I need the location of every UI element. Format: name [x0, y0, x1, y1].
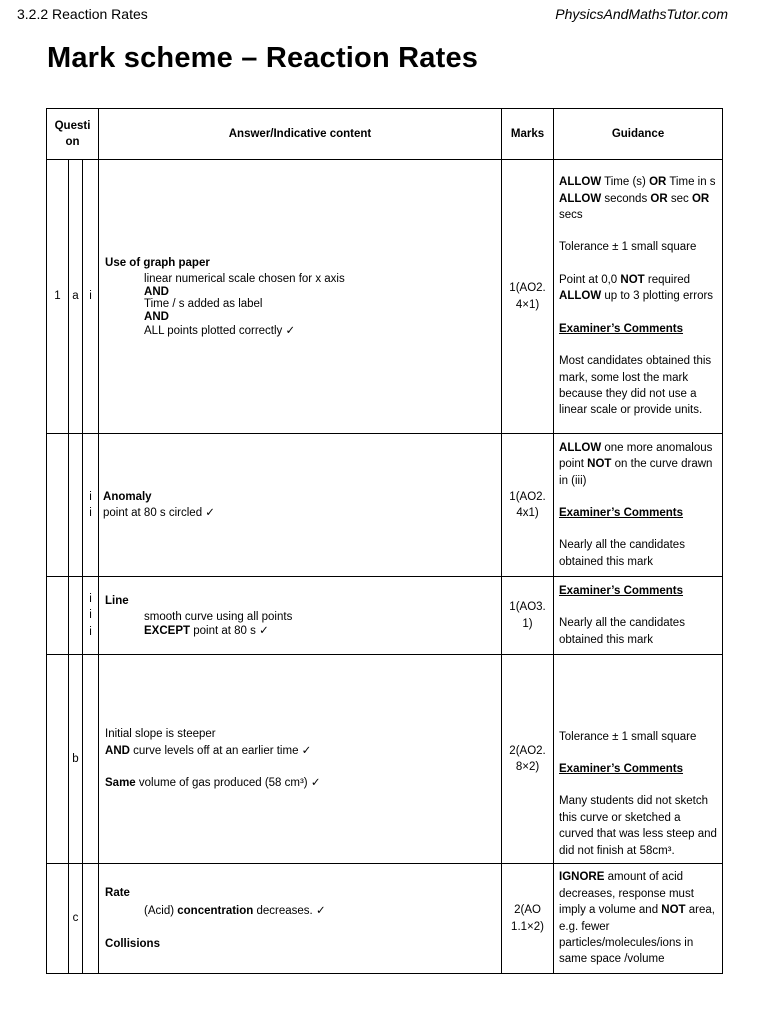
marks-cell: 2(AO 1.1×2) — [502, 864, 554, 974]
examiner-comments-heading: Examiner’s Comments — [559, 584, 684, 597]
answer-line: smooth curve using all points — [144, 611, 293, 624]
answer-heading: Anomaly — [103, 490, 152, 503]
header-section-label: 3.2.2 Reaction Rates — [17, 6, 148, 22]
answer-cell — [99, 434, 502, 577]
answer-and: AND — [144, 285, 169, 298]
marks-cell: 1(AO2. 4×1) — [502, 160, 554, 434]
table-header-row — [47, 109, 723, 160]
question-part: c — [69, 864, 83, 974]
answer-line: Same volume of gas produced (58 cm³) ✓ — [105, 777, 321, 790]
examiner-comment: Nearly all the candidates obtained this mark — [559, 617, 685, 646]
guidance-line: IGNORE amount of acid decreases, response must imply a volume and NOT area, e.g. fewer particles/molecules/ions in same space /volume — [559, 871, 715, 966]
question-subpart: i i i — [83, 577, 99, 655]
table-row-1c — [47, 864, 723, 974]
question-part: a — [69, 160, 83, 434]
guidance-cell — [554, 577, 723, 655]
marks-cell: 2(AO2. 8×2) — [502, 655, 554, 864]
marks-cell: 1(AO3. 1) — [502, 577, 554, 655]
guidance-cell — [554, 160, 723, 434]
table-row-1ai — [47, 160, 723, 434]
marks-cell: 1(AO2. 4x1) — [502, 434, 554, 577]
table-row-1b — [47, 655, 723, 864]
header-site-name: PhysicsAndMathsTutor.com — [555, 6, 728, 22]
answer-line: AND curve levels off at an earlier time ✓ — [105, 744, 312, 757]
guidance-line: ALLOW one more anomalous point NOT on the curve drawn in (iii) — [559, 441, 713, 487]
answer-and: AND — [144, 310, 169, 323]
answer-heading: Line — [105, 594, 129, 607]
answer-heading: Rate — [105, 886, 130, 899]
answer-line: ALL points plotted correctly ✓ — [144, 324, 296, 337]
answer-cell — [99, 655, 502, 864]
examiner-comments-heading: Examiner’s Comments — [559, 507, 684, 519]
guidance-line: ALLOW seconds OR sec OR secs — [559, 192, 710, 222]
examiner-comment: Many students did not sketch this curve or sketched a curved that was less steep and did not finish at 58cm³. — [559, 795, 717, 857]
guidance-line: Point at 0,0 NOT required — [559, 273, 691, 286]
examiner-comment: Nearly all the candidates obtained this mark — [559, 539, 685, 568]
guidance-line: Tolerance ± 1 small square — [559, 730, 697, 743]
answer-cell — [99, 864, 502, 974]
examiner-comments-heading: Examiner’s Comments — [559, 762, 684, 775]
page-title: Mark scheme – Reaction Rates — [47, 42, 479, 74]
header-marks: Marks — [502, 109, 554, 160]
answer-line: Initial slope is steeper — [105, 728, 216, 741]
question-part: b — [69, 655, 83, 864]
answer-cell — [99, 160, 502, 434]
guidance-line: Tolerance ± 1 small square — [559, 241, 697, 254]
answer-heading: Use of graph paper — [105, 257, 210, 270]
examiner-comment: Most candidates obtained this mark, some lost the mark because they did not use a linear scale or provide units. — [559, 355, 712, 417]
answer-line: Time / s added as label — [144, 298, 263, 311]
question-subpart: i i — [83, 434, 99, 577]
guidance-line: ALLOW Time (s) OR Time in s — [559, 176, 716, 189]
guidance-cell — [554, 655, 723, 864]
header-answer: Answer/Indicative content — [99, 109, 502, 160]
answer-cell — [99, 577, 502, 655]
mark-scheme-table — [46, 108, 723, 974]
guidance-cell — [554, 434, 723, 577]
answer-line: (Acid) concentration decreases. ✓ — [144, 905, 326, 918]
answer-line: point at 80 s circled ✓ — [103, 507, 215, 519]
question-number: 1 — [47, 160, 69, 434]
table-row-1aii — [47, 434, 723, 577]
guidance-line: ALLOW up to 3 plotting errors — [559, 290, 714, 303]
table-row-1aiii — [47, 577, 723, 655]
answer-heading: Collisions — [105, 937, 160, 950]
header-guidance: Guidance — [554, 109, 723, 160]
question-subpart: i — [83, 160, 99, 434]
header-question: Questi on — [47, 109, 99, 160]
guidance-cell — [554, 864, 723, 974]
answer-line: EXCEPT point at 80 s ✓ — [144, 625, 269, 638]
answer-line: linear numerical scale chosen for x axis — [144, 272, 345, 285]
examiner-comments-heading: Examiner’s Comments — [559, 322, 684, 335]
